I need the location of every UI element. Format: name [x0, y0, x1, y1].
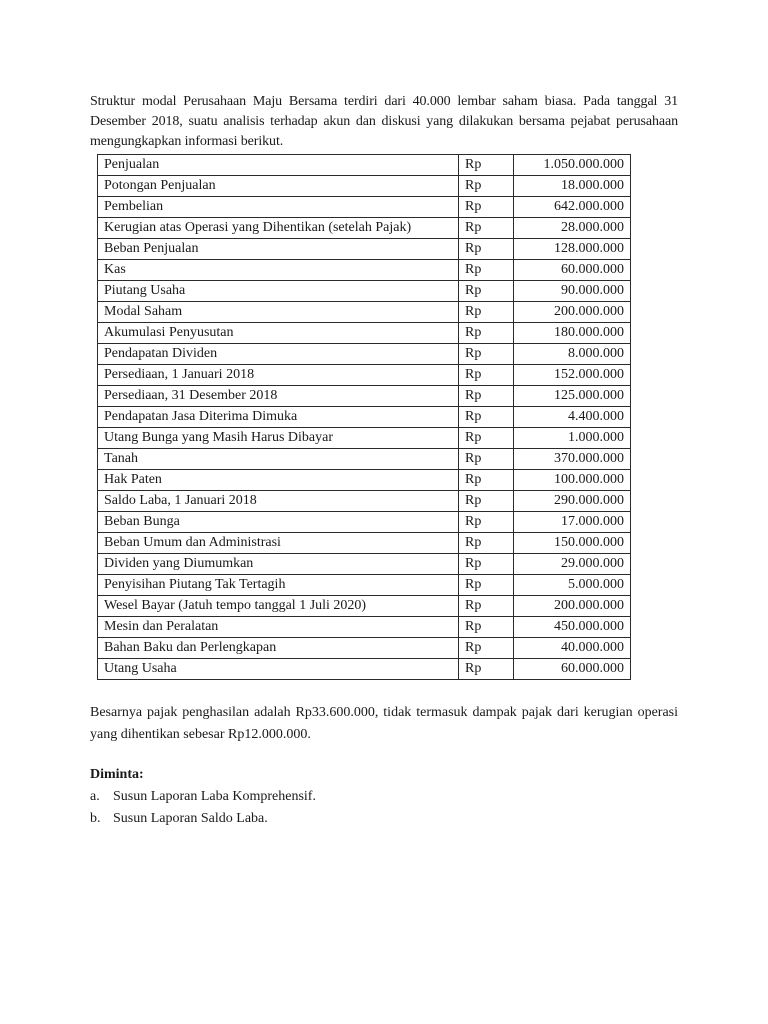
currency-cell: Rp [459, 638, 514, 659]
account-name-cell: Dividen yang Diumumkan [98, 554, 459, 575]
currency-cell: Rp [459, 659, 514, 680]
requirement-text: Susun Laporan Saldo Laba. [113, 811, 268, 826]
table-row [98, 260, 631, 281]
amount-cell: 40.000.000 [514, 638, 631, 659]
table-row [98, 428, 631, 449]
amount-cell: 29.000.000 [514, 554, 631, 575]
table-row [98, 470, 631, 491]
currency-cell: Rp [459, 155, 514, 176]
currency-cell: Rp [459, 428, 514, 449]
amount-cell: 28.000.000 [514, 218, 631, 239]
account-table [97, 154, 631, 680]
currency-cell: Rp [459, 260, 514, 281]
table-row [98, 176, 631, 197]
account-name-cell: Modal Saham [98, 302, 459, 323]
account-name-cell: Tanah [98, 449, 459, 470]
amount-cell: 60.000.000 [514, 659, 631, 680]
amount-cell: 370.000.000 [514, 449, 631, 470]
document-page [90, 92, 678, 826]
amount-cell: 17.000.000 [514, 512, 631, 533]
account-name-cell: Pendapatan Dividen [98, 344, 459, 365]
account-name-cell: Kas [98, 260, 459, 281]
table-row [98, 449, 631, 470]
currency-cell: Rp [459, 617, 514, 638]
table-row [98, 239, 631, 260]
table-row [98, 659, 631, 680]
table-row [98, 218, 631, 239]
account-name-cell: Persediaan, 1 Januari 2018 [98, 365, 459, 386]
amount-cell: 150.000.000 [514, 533, 631, 554]
currency-cell: Rp [459, 407, 514, 428]
account-name-cell: Potongan Penjualan [98, 176, 459, 197]
table-row [98, 491, 631, 512]
intro-paragraph: Struktur modal Perusahaan Maju Bersama terdiri dari 40.000 lembar saham biasa. Pada tanggal 31 Desember 2018, suatu analisis terhadap akun dan diskusi yang dilakukan bersama pejabat perusahaan mengungkapkan informasi berikut. [90, 94, 678, 149]
account-name-cell: Mesin dan Peralatan [98, 617, 459, 638]
requirement-marker: a. [90, 789, 100, 804]
table-row [98, 596, 631, 617]
currency-cell: Rp [459, 491, 514, 512]
currency-cell: Rp [459, 449, 514, 470]
account-name-cell: Bahan Baku dan Perlengkapan [98, 638, 459, 659]
table-row [98, 638, 631, 659]
table-row [98, 386, 631, 407]
account-name-cell: Utang Bunga yang Masih Harus Dibayar [98, 428, 459, 449]
requirement-text: Susun Laporan Laba Komprehensif. [113, 789, 316, 804]
table-row [98, 617, 631, 638]
currency-cell: Rp [459, 218, 514, 239]
currency-cell: Rp [459, 281, 514, 302]
currency-cell: Rp [459, 554, 514, 575]
currency-cell: Rp [459, 344, 514, 365]
account-name-cell: Akumulasi Penyusutan [98, 323, 459, 344]
amount-cell: 200.000.000 [514, 596, 631, 617]
table-row [98, 365, 631, 386]
account-name-cell: Persediaan, 31 Desember 2018 [98, 386, 459, 407]
table-row [98, 533, 631, 554]
requirements-title: Diminta: [90, 767, 144, 782]
amount-cell: 1.050.000.000 [514, 155, 631, 176]
requirement-item [90, 808, 678, 830]
amount-cell: 450.000.000 [514, 617, 631, 638]
amount-cell: 90.000.000 [514, 281, 631, 302]
amount-cell: 200.000.000 [514, 302, 631, 323]
currency-cell: Rp [459, 197, 514, 218]
amount-cell: 642.000.000 [514, 197, 631, 218]
account-name-cell: Wesel Bayar (Jatuh tempo tanggal 1 Juli 2020) [98, 596, 459, 617]
amount-cell: 180.000.000 [514, 323, 631, 344]
account-name-cell: Hak Paten [98, 470, 459, 491]
account-name-cell: Piutang Usaha [98, 281, 459, 302]
account-name-cell: Penyisihan Piutang Tak Tertagih [98, 575, 459, 596]
tax-note: Besarnya pajak penghasilan adalah Rp33.600.000, tidak termasuk dampak pajak dari kerugian operasi yang dihentikan sebesar Rp12.000.000. [90, 705, 678, 742]
amount-cell: 5.000.000 [514, 575, 631, 596]
account-name-cell: Utang Usaha [98, 659, 459, 680]
account-name-cell: Pembelian [98, 197, 459, 218]
table-row [98, 344, 631, 365]
table-row [98, 155, 631, 176]
amount-cell: 128.000.000 [514, 239, 631, 260]
account-name-cell: Beban Penjualan [98, 239, 459, 260]
amount-cell: 290.000.000 [514, 491, 631, 512]
table-row [98, 554, 631, 575]
account-name-cell: Beban Umum dan Administrasi [98, 533, 459, 554]
table-row [98, 197, 631, 218]
currency-cell: Rp [459, 323, 514, 344]
currency-cell: Rp [459, 176, 514, 197]
table-row [98, 407, 631, 428]
table-row [98, 302, 631, 323]
account-name-cell: Beban Bunga [98, 512, 459, 533]
requirement-marker: b. [90, 811, 101, 826]
amount-cell: 4.400.000 [514, 407, 631, 428]
amount-cell: 152.000.000 [514, 365, 631, 386]
amount-cell: 125.000.000 [514, 386, 631, 407]
currency-cell: Rp [459, 575, 514, 596]
currency-cell: Rp [459, 512, 514, 533]
amount-cell: 60.000.000 [514, 260, 631, 281]
currency-cell: Rp [459, 239, 514, 260]
currency-cell: Rp [459, 533, 514, 554]
currency-cell: Rp [459, 596, 514, 617]
table-row [98, 575, 631, 596]
account-name-cell: Pendapatan Jasa Diterima Dimuka [98, 407, 459, 428]
currency-cell: Rp [459, 386, 514, 407]
requirement-item [90, 786, 678, 808]
amount-cell: 1.000.000 [514, 428, 631, 449]
after-table-section [90, 702, 678, 830]
table-row [98, 512, 631, 533]
account-name-cell: Saldo Laba, 1 Januari 2018 [98, 491, 459, 512]
amount-cell: 18.000.000 [514, 176, 631, 197]
table-row [98, 281, 631, 302]
currency-cell: Rp [459, 302, 514, 323]
amount-cell: 100.000.000 [514, 470, 631, 491]
account-name-cell: Kerugian atas Operasi yang Dihentikan (setelah Pajak) [98, 218, 459, 239]
account-name-cell: Penjualan [98, 155, 459, 176]
currency-cell: Rp [459, 365, 514, 386]
table-row [98, 323, 631, 344]
amount-cell: 8.000.000 [514, 344, 631, 365]
currency-cell: Rp [459, 470, 514, 491]
requirements-list [90, 786, 678, 830]
